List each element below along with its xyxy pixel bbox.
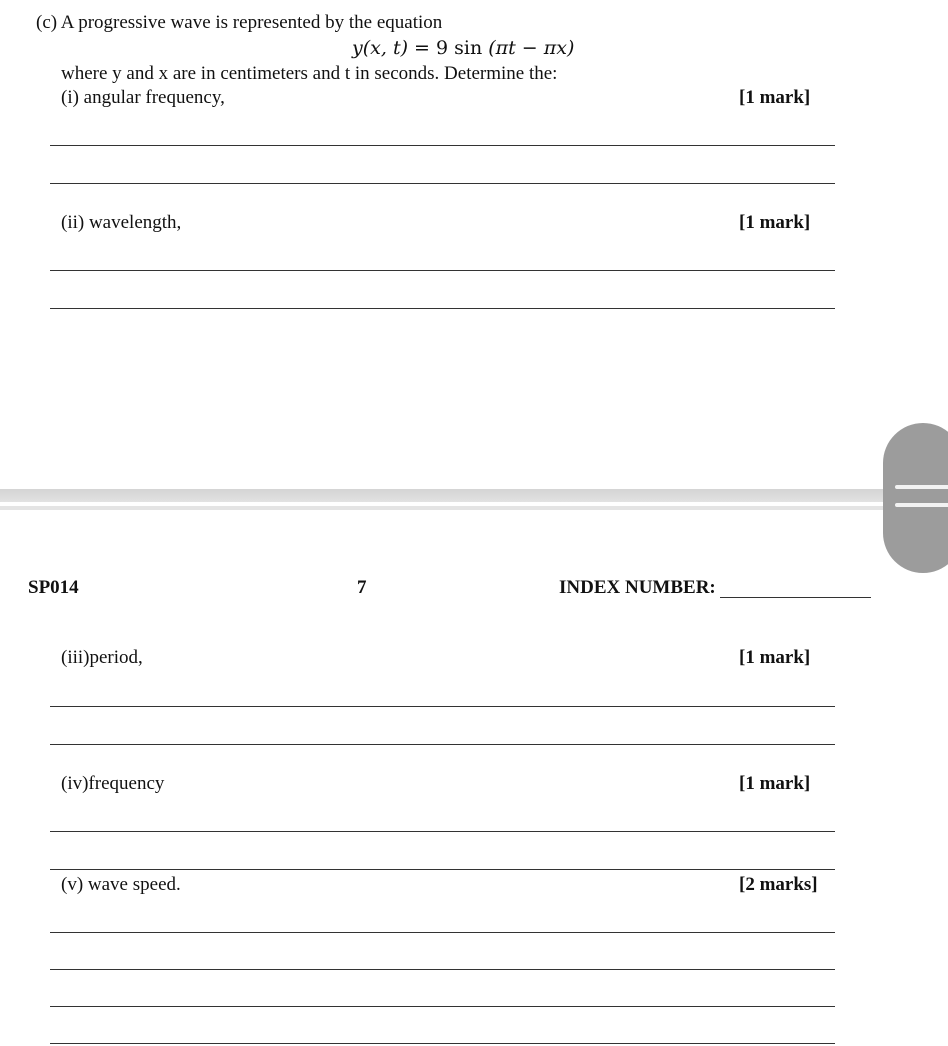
answer-line[interactable] [50,744,835,745]
wave-equation [352,37,574,59]
grip-line-icon [895,503,948,507]
answer-line[interactable] [50,1006,835,1007]
index-number-label: INDEX NUMBER: [559,577,716,598]
question-intro: (c) A progressive wave is represented by the equation [36,12,443,33]
part-iii-label: (iii)period, [61,647,143,668]
page-separator-shadow [0,506,948,510]
answer-line[interactable] [50,869,835,870]
part-i-label: (i) angular frequency, [61,87,225,108]
answer-line[interactable] [50,145,835,146]
answer-line[interactable] [50,969,835,970]
page-separator [0,489,948,502]
part-i-marks: [1 mark] [739,87,811,108]
equation-lhs: y(x, t) [352,37,408,59]
part-ii-marks: [1 mark] [739,212,811,233]
equation-argument: (πt − πx) [488,37,575,59]
part-v-marks: [2 marks] [739,874,818,895]
equation-equals: = [408,37,436,59]
answer-line[interactable] [50,831,835,832]
answer-line[interactable] [50,270,835,271]
answer-line[interactable] [50,183,835,184]
course-code: SP014 [28,577,79,598]
where-text: where y and x are in centimeters and t in seconds. Determine the: [61,63,558,84]
answer-line[interactable] [50,932,835,933]
scroll-handle[interactable] [883,423,948,573]
index-number-field[interactable] [720,597,871,598]
part-iv-label: (iv)frequency [61,773,165,794]
grip-line-icon [895,485,948,489]
part-v-label: (v) wave speed. [61,874,181,895]
part-iii-marks: [1 mark] [739,647,811,668]
part-iv-marks: [1 mark] [739,773,811,794]
answer-line[interactable] [50,1043,835,1044]
answer-line[interactable] [50,706,835,707]
equation-amplitude-sin: 9 sin [436,37,489,59]
page-number: 7 [357,577,367,598]
answer-line[interactable] [50,308,835,309]
part-ii-label: (ii) wavelength, [61,212,182,233]
